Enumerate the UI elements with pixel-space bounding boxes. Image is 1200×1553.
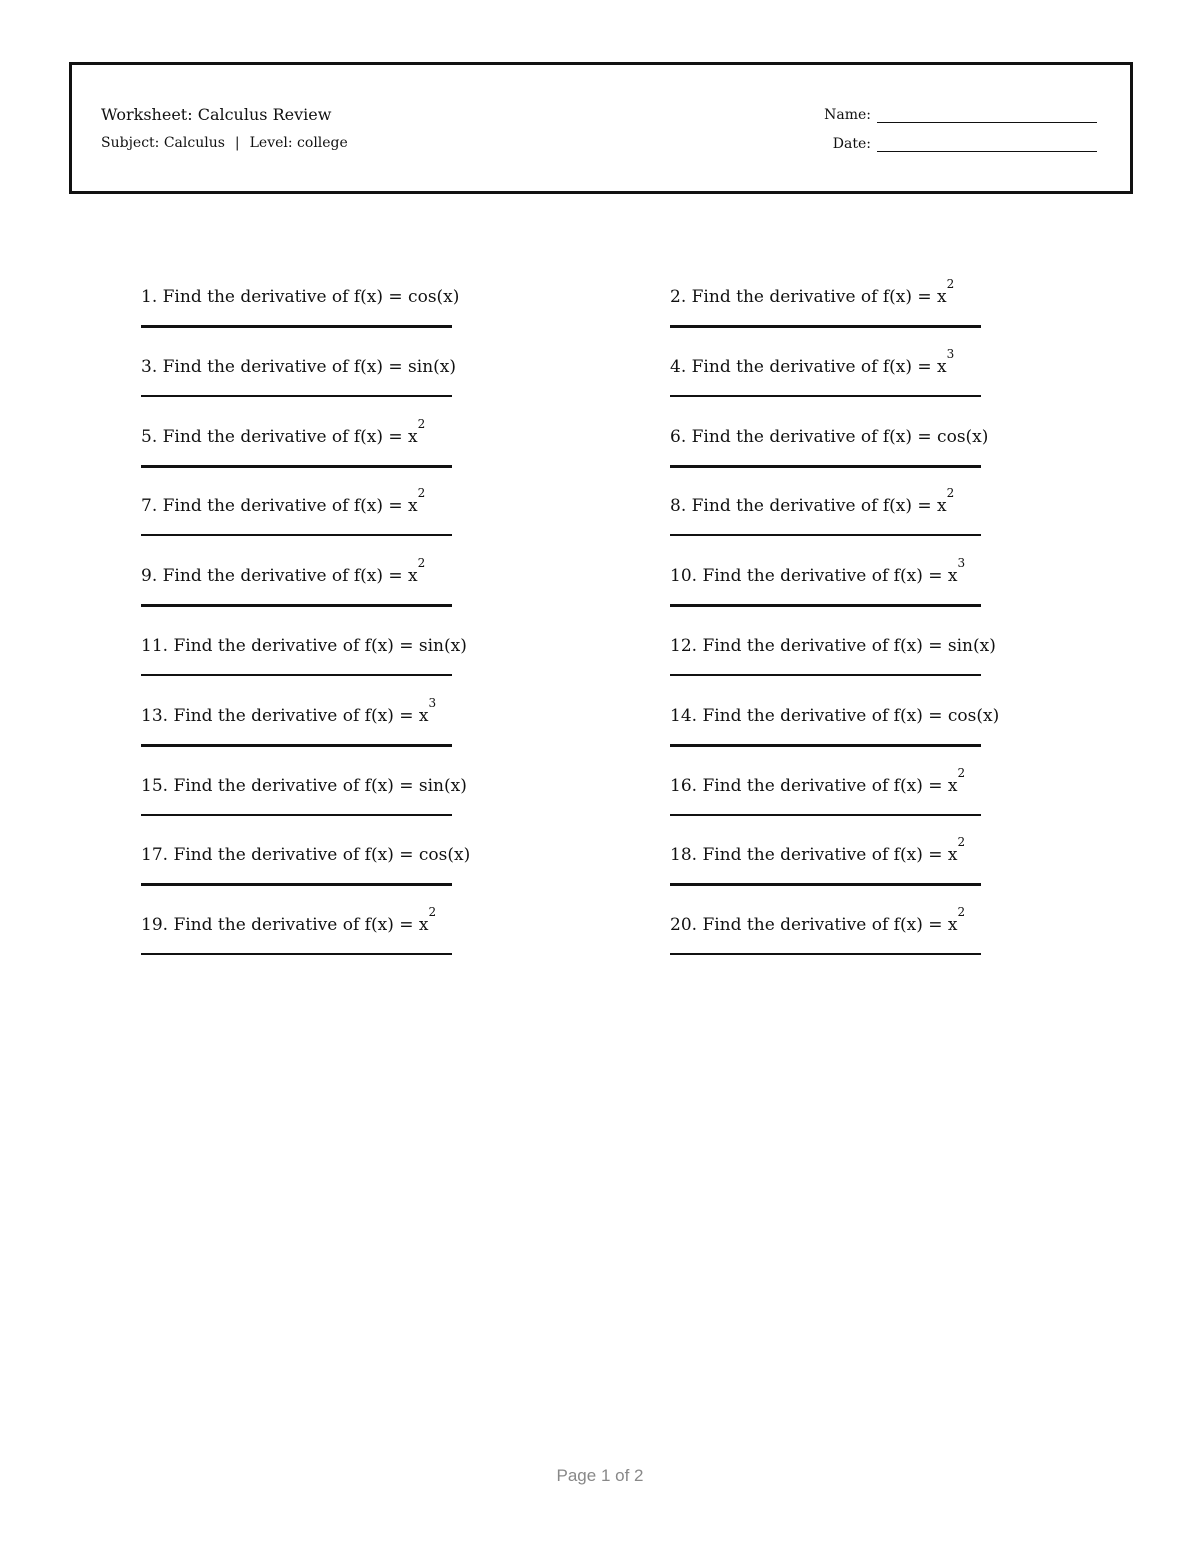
answer-line[interactable]	[670, 883, 981, 886]
question-text	[141, 556, 521, 587]
question-prompt: Find the derivative of f(x) = x	[691, 356, 947, 377]
question-item	[141, 905, 521, 936]
exponent: 3	[428, 695, 437, 710]
question-text	[670, 765, 1050, 797]
question-item	[141, 486, 521, 517]
question-number: 3.	[141, 356, 158, 377]
question-item	[670, 426, 1050, 448]
answer-line[interactable]	[141, 604, 452, 607]
answer-line[interactable]	[670, 953, 981, 955]
question-text	[141, 775, 521, 797]
question-prompt: Find the derivative of f(x) = x	[173, 915, 429, 936]
exponent: 2	[417, 556, 426, 571]
exponent: 2	[957, 905, 966, 920]
question-prompt: Find the derivative of f(x) = x	[702, 566, 958, 587]
question-prompt: Find the derivative of f(x) = x	[691, 287, 947, 307]
question-number: 17.	[141, 845, 169, 866]
question-number: 16.	[670, 775, 698, 796]
question-prompt: Find the derivative of f(x) = sin(x)	[702, 636, 996, 656]
question-item	[670, 635, 1050, 657]
answer-line[interactable]	[670, 604, 981, 607]
question-number: 1.	[141, 287, 158, 307]
question-item	[670, 277, 1050, 308]
question-text	[141, 486, 521, 517]
question-item	[141, 286, 521, 308]
subject-label: Subject: Calculus	[101, 135, 225, 151]
question-text	[670, 277, 1050, 308]
exponent: 2	[428, 905, 437, 920]
question-text	[670, 705, 1050, 727]
question-prompt: Find the derivative of f(x) = x	[702, 845, 958, 866]
question-item	[141, 416, 521, 448]
question-number: 15.	[141, 775, 169, 796]
question-item	[670, 346, 1050, 378]
question-number: 11.	[141, 636, 169, 656]
answer-line[interactable]	[141, 395, 452, 397]
question-number: 8.	[670, 496, 687, 517]
question-number: 13.	[141, 705, 169, 726]
question-text	[141, 356, 521, 378]
question-number: 10.	[670, 566, 698, 587]
question-prompt: Find the derivative of f(x) = x	[162, 426, 418, 447]
question-number: 9.	[141, 566, 158, 587]
question-item	[670, 556, 1050, 587]
answer-line[interactable]	[670, 534, 981, 536]
question-prompt: Find the derivative of f(x) = sin(x)	[173, 775, 467, 796]
question-prompt: Find the derivative of f(x) = x	[702, 775, 958, 796]
question-number: 12.	[670, 636, 698, 656]
question-text	[670, 346, 1050, 378]
question-prompt: Find the derivative of f(x) = cos(x)	[162, 287, 460, 307]
answer-line[interactable]	[670, 744, 981, 747]
question-prompt: Find the derivative of f(x) = cos(x)	[702, 705, 1000, 726]
answer-line[interactable]	[670, 465, 981, 468]
name-label: Name:	[824, 107, 871, 123]
question-number: 5.	[141, 426, 158, 447]
question-text	[141, 905, 521, 936]
question-prompt: Find the derivative of f(x) = cos(x)	[173, 845, 471, 866]
question-number: 7.	[141, 496, 158, 517]
question-text	[670, 486, 1050, 517]
question-number: 4.	[670, 356, 687, 377]
question-prompt: Find the derivative of f(x) = cos(x)	[691, 426, 989, 447]
date-label: Date:	[832, 136, 871, 152]
question-prompt: Find the derivative of f(x) = x	[702, 915, 958, 936]
question-item	[141, 775, 521, 797]
question-item	[141, 356, 521, 378]
exponent: 3	[946, 346, 955, 361]
answer-line[interactable]	[141, 953, 452, 955]
answer-line[interactable]	[670, 814, 981, 816]
question-item	[141, 695, 521, 727]
question-text	[141, 635, 521, 657]
exponent: 2	[946, 486, 955, 501]
question-item	[670, 486, 1050, 517]
question-number: 19.	[141, 915, 169, 936]
question-item	[670, 705, 1050, 727]
exponent: 2	[417, 486, 426, 501]
question-item	[670, 835, 1050, 866]
answer-line[interactable]	[670, 395, 981, 397]
answer-line[interactable]	[670, 674, 981, 676]
question-item	[670, 765, 1050, 797]
question-item	[670, 905, 1050, 936]
answer-line[interactable]	[141, 814, 452, 816]
worksheet-title: Worksheet: Calculus Review	[101, 105, 332, 124]
answer-line[interactable]	[141, 325, 452, 328]
meta-separator: |	[234, 135, 240, 151]
question-number: 18.	[670, 845, 698, 866]
question-prompt: Find the derivative of f(x) = x	[162, 566, 418, 587]
answer-line[interactable]	[141, 744, 452, 747]
question-text	[141, 695, 521, 727]
question-text	[670, 835, 1050, 866]
question-prompt: Find the derivative of f(x) = sin(x)	[173, 636, 467, 656]
exponent: 3	[957, 556, 966, 571]
question-text	[670, 556, 1050, 587]
question-item	[141, 844, 521, 866]
question-number: 6.	[670, 426, 687, 447]
answer-line[interactable]	[670, 325, 981, 328]
exponent: 2	[957, 835, 966, 850]
page-indicator: Page 1 of 2	[556, 1466, 644, 1485]
question-number: 2.	[670, 287, 687, 307]
question-prompt: Find the derivative of f(x) = x	[173, 705, 429, 726]
question-text	[670, 635, 1050, 657]
question-prompt: Find the derivative of f(x) = sin(x)	[162, 356, 457, 377]
exponent: 2	[417, 416, 426, 431]
question-text	[670, 426, 1050, 448]
question-prompt: Find the derivative of f(x) = x	[162, 496, 418, 517]
question-item	[141, 556, 521, 587]
question-text	[141, 286, 521, 308]
question-text	[141, 416, 521, 448]
answer-line[interactable]	[141, 674, 452, 676]
question-number: 14.	[670, 705, 698, 726]
answer-line[interactable]	[141, 465, 452, 468]
question-text	[141, 844, 521, 866]
question-number: 20.	[670, 915, 698, 936]
exponent: 2	[946, 277, 955, 291]
question-prompt: Find the derivative of f(x) = x	[691, 496, 947, 517]
answer-line[interactable]	[141, 883, 452, 886]
answer-line[interactable]	[141, 534, 452, 536]
exponent: 2	[957, 765, 966, 780]
question-text	[670, 905, 1050, 936]
level-label: Level: college	[249, 135, 348, 151]
question-item	[141, 635, 521, 657]
